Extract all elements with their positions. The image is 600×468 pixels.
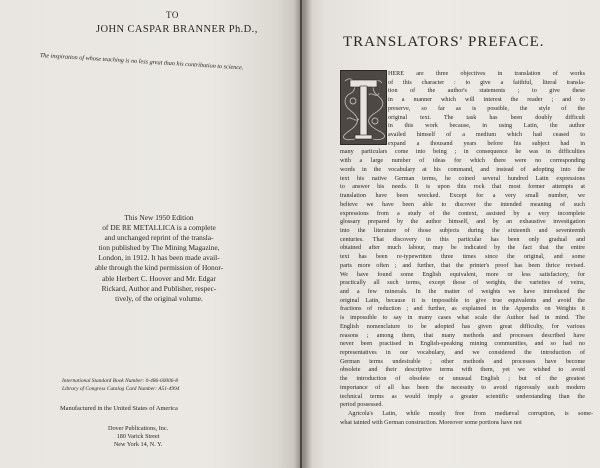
text-line: believe we have been able to discover the intended meaning of such <box>340 201 585 208</box>
text-line: availed himself of a medium which had ceased to <box>388 132 585 139</box>
dedication-name: JOHN CASPAR BRANNER Ph.D., <box>96 24 258 35</box>
text-line: in this work because, in using Latin, the author <box>388 123 585 130</box>
lccn-line: Library of Congress Catalog Card Number: A51-4994 <box>62 385 180 392</box>
right-page <box>302 0 600 468</box>
text-line: what tainted with German construction. Moreover some portions have not <box>340 419 522 426</box>
dedication-inspiration: The inspiration of whose teaching is no less great than his contribution to science. <box>39 52 244 72</box>
text-line: original Latin, because it is impossible to give true equivalents and avoid the <box>340 297 585 304</box>
text-line: text has been re-typewritten three times since the original, and some <box>340 254 585 261</box>
text-line: preserve, so far as is possible, the style of the <box>388 105 585 112</box>
text-line: the introduction of obsolete or unusual English ; but of the greatest <box>340 376 585 383</box>
text-line: of this character : to give a faithful, literal transla- <box>388 79 585 86</box>
edition-note-line: This New 1950 Edition <box>124 213 194 222</box>
dedication-to: TO <box>166 10 179 20</box>
edition-note-line: able through the kind permission of Honor- <box>94 263 224 273</box>
isbn-line: International Standard Book Number: 0-486-60006-8 <box>62 378 178 384</box>
publisher-line: New York 14, N. Y. <box>113 441 163 449</box>
text-line: period possessed. <box>340 402 383 409</box>
text-line: into the literature of those subjects during the sixteenth and seventeenth <box>340 227 585 234</box>
text-line: with a large number of ideas for which there were no corresponding <box>340 158 585 165</box>
text-line: words in the vocabulary at his command, and instead of adopting into the <box>340 166 585 173</box>
edition-note-line: London, in 1912. It has been made avail- <box>98 253 220 263</box>
manufactured-line: Manufactured in the United States of America <box>60 405 178 412</box>
text-line: is impossible to say in many cases what scale the Author had in mind. The <box>340 315 585 322</box>
text-line: practically all such terms, except those of weights, the varieties of veins, <box>340 280 585 287</box>
catalog-numbers <box>62 378 180 393</box>
text-line: translation have been wrecked. Except for a very small number, we <box>340 193 585 200</box>
text-line: to answer his needs. It is upon this rock that most former attempts at <box>340 184 585 191</box>
text-line: centuries. That discovery in this particular has been only gradual and <box>340 236 585 243</box>
text-line: HERE are three objectives in translation of works <box>388 71 585 77</box>
text-line: English nomenclature to be adopted has given great difficulty, for various <box>340 323 585 330</box>
edition-note <box>70 213 248 304</box>
text-line: German terms undesirable ; other methods and processes have become <box>340 358 585 365</box>
text-line: glossary prepared by the author himself, and by an exhaustive investigation <box>340 219 585 226</box>
preface-body <box>302 70 600 427</box>
text-line: reasons ; among them, that many methods and processes described have <box>340 332 585 339</box>
text-line: importance of all has been the necessity to avoid rigorously such modern <box>340 384 585 391</box>
text-line: parts more often ; and further, that the printer's proof has been thrice revised. <box>340 262 585 269</box>
text-line: text his native German terms, he coined several hundred Latin expressions <box>340 175 585 182</box>
edition-note-line: and unchanged reprint of the transla- <box>104 233 214 243</box>
text-line: Agricola's Latin, while mostly free from mediæval corruption, is some- <box>348 411 593 418</box>
book-gutter <box>294 0 312 468</box>
text-line: obtained after much labour, may be indicated by the fact that the entire <box>340 245 585 252</box>
publisher-line: 180 Varick Street <box>116 433 160 441</box>
text-line: original text. The task has been doubly difficult <box>388 114 585 121</box>
text-line: and a few minerals. In the matter of weights we have introduced the <box>340 288 585 295</box>
edition-note-line: tion published by The Mining Magazine, <box>98 243 220 253</box>
text-line: We have found some English equivalent, more or less satisfactory, for <box>340 271 585 278</box>
text-line: never been practised in English-speaking mining communities, and so had no <box>340 341 585 348</box>
text-line: obsolete and their descriptive terms with them, yet we wished to avoid <box>340 367 585 374</box>
text-line: many particulars come into being ; in consequence he was in difficulties <box>340 149 585 156</box>
text-line: expand a thousand years before his subject had in <box>388 140 585 147</box>
text-line: in a manner which will interest the reader ; and to <box>388 97 585 104</box>
text-line: representatives in our vocabulary, and we considered the introduction of <box>340 350 585 356</box>
edition-note-line: Rickard, Author and Publisher, respec- <box>101 283 217 293</box>
edition-note-line: of DE RE METALLICA is a complete <box>102 223 216 233</box>
publisher-address <box>108 425 168 450</box>
text-line: technical terms as would imply a greater scientific understanding than the <box>340 393 585 400</box>
text-line: fractions of reduction ; and further, as explained in the Appendix on Weights it <box>340 306 585 313</box>
text-line: tion of the author's statements ; to give these <box>388 88 585 95</box>
text-line: expressions from a study of the context, assisted by a very incomplete <box>340 210 585 217</box>
edition-note-line: able Herbert C. Hoover and Mr. Edgar <box>102 273 216 283</box>
publisher-line: Dover Publications, Inc. <box>108 425 169 432</box>
edition-note-line: tively, of the original volume. <box>115 293 203 303</box>
preface-title: TRANSLATORS' PREFACE. <box>343 34 545 50</box>
